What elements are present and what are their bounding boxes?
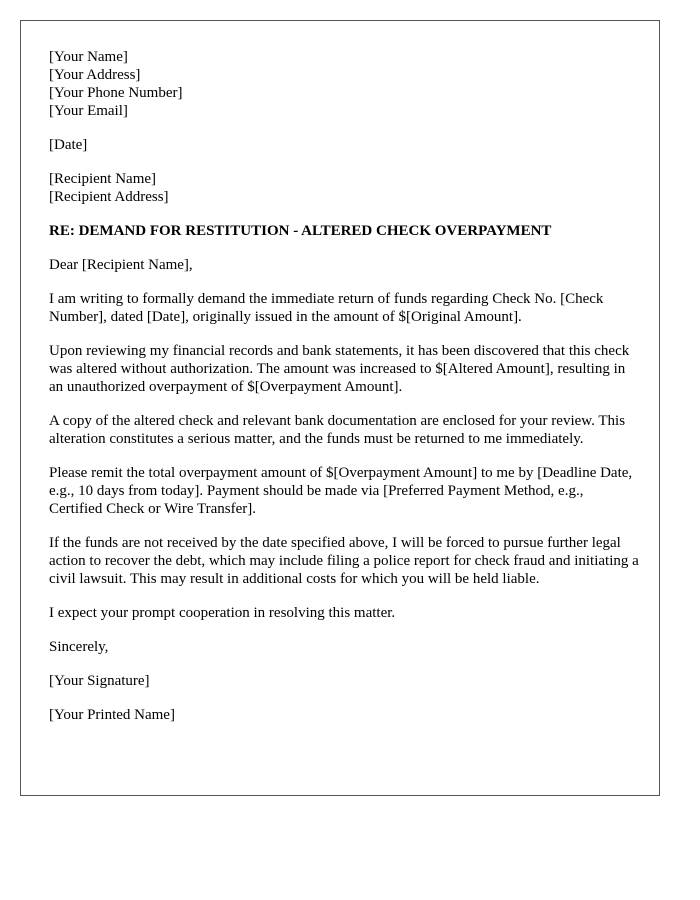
letter-date: [Date] bbox=[49, 137, 88, 153]
sender-phone: [Your Phone Number] bbox=[49, 85, 183, 101]
paragraph-alteration-discovered: Upon reviewing my financial records and bank statements, it has been discovered that this check was altered without authorization. The amount was increased to $[Altered Amount], resulting in an unauthorized overpayment of $[Overpayment Amount]. bbox=[49, 343, 630, 395]
subject-line: RE: DEMAND FOR RESTITUTION - ALTERED CHECK OVERPAYMENT bbox=[49, 223, 552, 239]
paragraph-enclosures: A copy of the altered check and relevant bank documentation are enclosed for your review. This alteration constitutes a serious matter, and the funds must be returned to me immediately. bbox=[49, 413, 626, 447]
closing: Sincerely, bbox=[49, 639, 109, 655]
paragraph-legal-action: If the funds are not received by the date specified above, I will be forced to pursue further legal action to recover the debt, which may include filing a police report for check fraud and initiating a civil lawsuit. This may result in additional costs for which you will be held liable. bbox=[49, 535, 639, 587]
sender-block bbox=[49, 48, 639, 120]
letter-page bbox=[20, 20, 660, 796]
date-block bbox=[49, 136, 639, 154]
recipient-block bbox=[49, 170, 639, 206]
sender-email: [Your Email] bbox=[49, 103, 128, 119]
paragraph-cooperation: I expect your prompt cooperation in resolving this matter. bbox=[49, 605, 396, 621]
recipient-address: [Recipient Address] bbox=[49, 189, 169, 205]
sender-name: [Your Name] bbox=[49, 49, 128, 65]
signature-placeholder: [Your Signature] bbox=[49, 673, 150, 689]
paragraph-check-details: I am writing to formally demand the immediate return of funds regarding Check No. [Check Number], dated [Date], originally issued in the amount of $[Original Amount]. bbox=[49, 291, 604, 325]
sender-address: [Your Address] bbox=[49, 67, 141, 83]
letter-body bbox=[49, 48, 639, 740]
paragraph-remittance-demand: Please remit the total overpayment amount of $[Overpayment Amount] to me by [Deadline Date, e.g., 10 days from today]. Payment should be made via [Preferred Payment Method, e.g., Certified Check or Wire Transfer]. bbox=[49, 465, 633, 517]
printed-name: [Your Printed Name] bbox=[49, 707, 175, 723]
recipient-name: [Recipient Name] bbox=[49, 171, 157, 187]
salutation: Dear [Recipient Name], bbox=[49, 257, 193, 273]
